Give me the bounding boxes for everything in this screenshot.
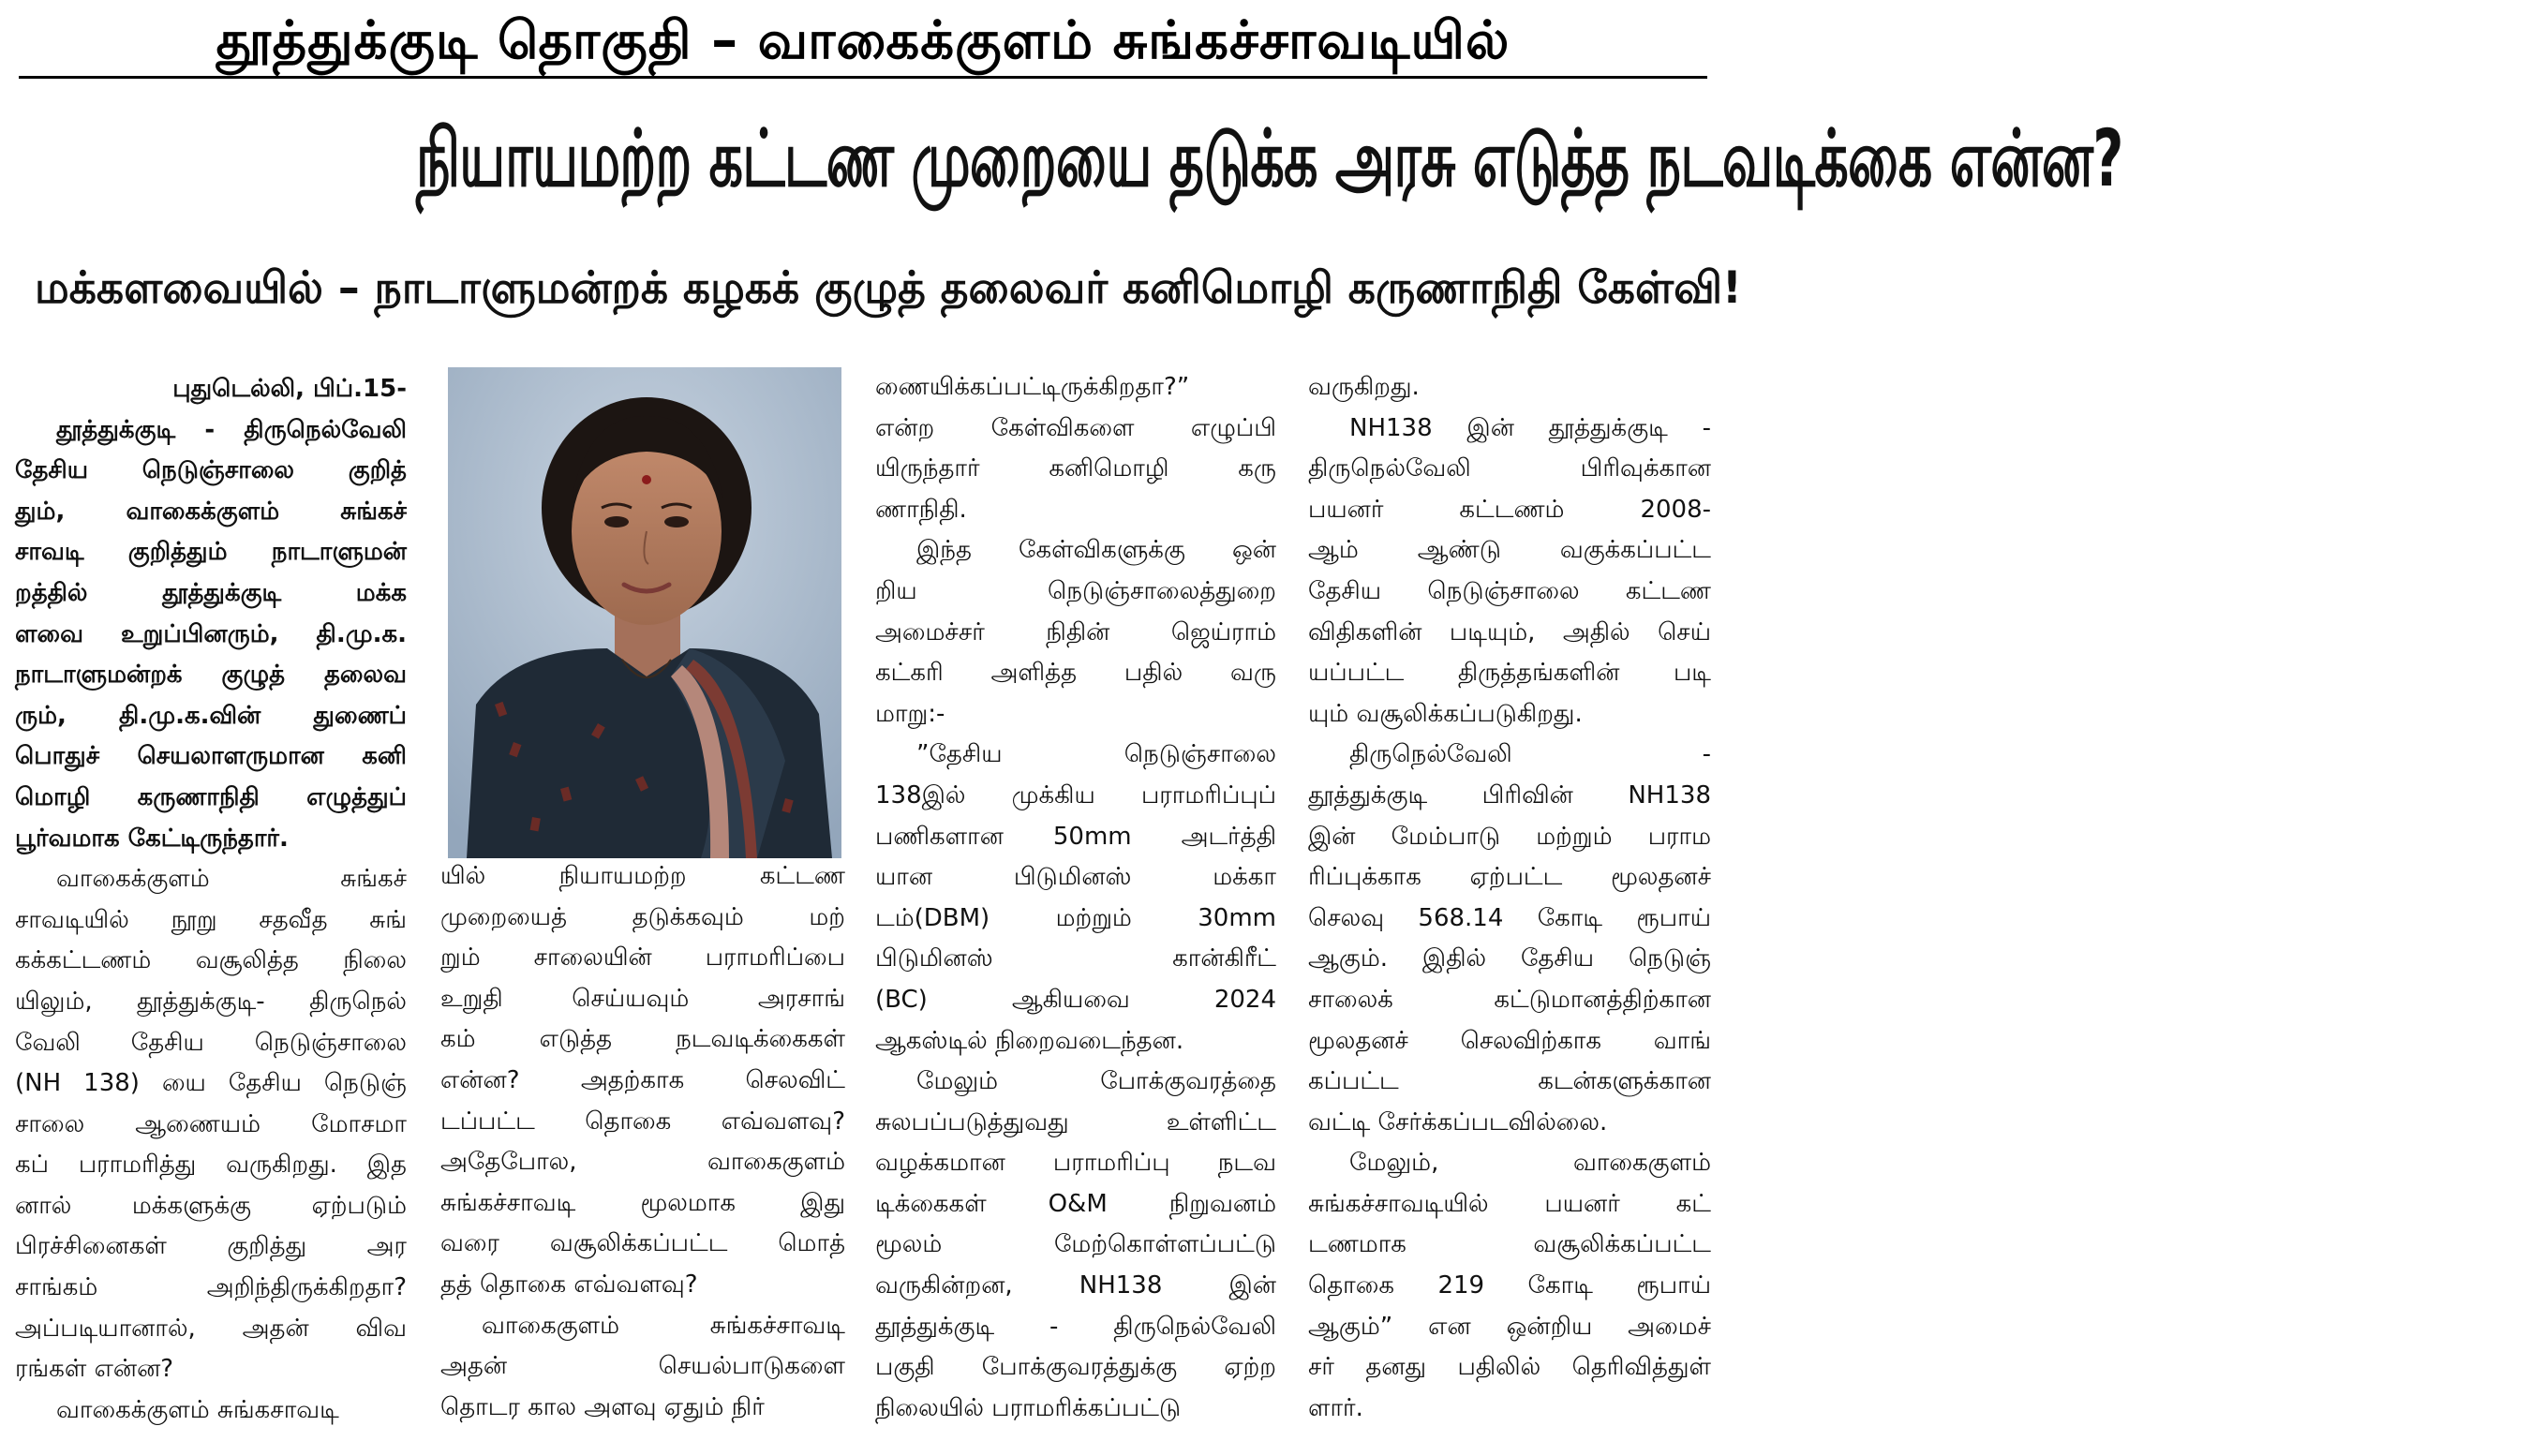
paragraph [1308,367,1711,409]
text-line: யிருந்தார் கனிமொழி கரு [875,454,1276,483]
text-line: சுலபப்படுத்துவது உள்ளிட்ட [875,1107,1276,1137]
text-line: வேலி தேசிய நெடுஞ்சாலை [15,1028,407,1057]
text-line: தூத்துக்குடி - திருநெல்வேலி [56,415,407,444]
portrait-illustration [448,367,841,858]
text-line: செலவு 568.14 கோடி ரூபாய் [1308,903,1711,932]
text-line: வாகைகுளம் சுங்கச்சாவடி [482,1311,845,1340]
text-line: பிடுமினஸ் கான்கிரீட் [875,944,1276,973]
text-line: யப்பட்ட திருத்தங்களின் படி [1308,659,1711,688]
text-line: பகுதி போக்குவரத்துக்கு ஏற்ற [875,1353,1276,1382]
text-line: சாவடி குறித்தும் நாடாளுமன் [15,538,407,567]
text-line: சுங்கச்சாவடி மூலமாக இது [440,1188,845,1217]
lead-paragraph [15,410,407,860]
paragraph [1308,735,1711,1143]
text-line: கட்கரி அளித்த பதில் வரு [875,659,1276,688]
text-line: யில் நியாயமற்ற கட்டண [440,862,845,890]
text-line: யான பிடுமினஸ் மக்கா [875,863,1276,892]
text-line: பொதுச் செயலாளருமான கனி [15,742,407,771]
text-line: மேலும், வாகைகுளம் [1349,1149,1711,1178]
text-line: NH138 இன் தூத்துக்குடி - [1349,413,1711,442]
text-line: றத்தில் தூத்துக்குடி மக்க [15,578,407,607]
text-line: ளார். [1308,1393,1363,1422]
text-line: 138இல் முக்கிய பராமரிப்புப் [875,780,1276,810]
dateline: புதுடெல்லி, பிப்.15- [172,375,407,403]
text-line: மாறு:- [875,699,945,728]
paragraph [875,530,1276,735]
text-line: (NH 138) யை தேசிய நெடுஞ் [15,1069,407,1098]
text-line: கக்கட்டணம் வசூலித்த நிலை [15,946,407,975]
text-line: பிரச்சினைகள் குறித்து அர [15,1232,407,1261]
text-line: கப் பராமரித்து வருகிறது. இத [15,1151,407,1180]
portrait-photo [448,367,841,858]
text-line: மூலதனச் செலவிற்காக வாங் [1308,1026,1711,1055]
text-line: றிய நெடுஞ்சாலைத்துறை [875,576,1276,605]
text-line: கப்பட்ட கடன்களுக்கான [1308,1067,1711,1096]
text-line: ஆகும்” என ஒன்றிய அமைச் [1308,1312,1711,1341]
paragraph [1308,1143,1711,1429]
text-line: டப்பட்ட தொகை எவ்வளவு? [440,1107,845,1136]
text-line: தூத்துக்குடி பிரிவின் NH138 [1308,780,1711,810]
text-line: பணிகளான 50mm அடர்த்தி [875,822,1276,851]
text-line: விதிகளின் படியும், அதில் செய் [1308,617,1711,646]
text-line: யும் வசூலிக்கப்படுகிறது. [1308,699,1583,728]
main-headline: நியாயமற்ற கட்டண முறையை தடுக்க அரசு எடுத்த நடவடிக்கை என்ன? [415,112,2123,204]
text-line: வரை வசூலிக்கப்பட்ட மொத் [440,1229,845,1258]
text-line: (BC) ஆகியவை 2024 [875,985,1276,1014]
text-line: அமைச்சர் நிதின் ஜெய்ராம் [875,617,1276,646]
text-line: டிக்கைகள் O&M நிறுவனம் [875,1189,1276,1218]
text-line: ஆம் ஆண்டு வகுக்கப்பட்ட [1308,536,1711,565]
text-line: வாகைக்குளம் சுங்கசாவடி [56,1395,339,1424]
text-line: ரிப்புக்காக ஏற்பட்ட மூலதனச் [1308,863,1711,892]
text-line: சாங்கம் அறிந்திருக்கிறதா? [15,1273,407,1302]
text-line: என்ன? அதற்காக செலவிட் [440,1065,845,1094]
paragraph [1308,409,1711,735]
paragraph [875,735,1276,1062]
text-line: ஆகஸ்டில் நிறைவடைந்தன. [875,1026,1184,1055]
paragraph [875,1062,1276,1429]
text-line: தேசிய நெடுஞ்சாலை குறித் [15,456,407,485]
text-line: ரங்கள் என்ன? [15,1355,174,1384]
paragraph [15,1390,407,1432]
text-line: தொகை 219 கோடி ரூபாய் [1308,1271,1711,1300]
text-line: டணமாக வசூலிக்கப்பட்ட [1308,1230,1711,1259]
text-line: ”தேசிய நெடுஞ்சாலை [916,740,1276,769]
text-line: வாகைக்குளம் சுங்கச் [56,865,407,894]
text-line: உறுதி செய்யவும் அரசாங் [440,984,845,1013]
text-line: மொழி கருணாநிதி எழுத்துப் [15,782,407,811]
text-line: சாவடியில் நூறு சதவீத சுங் [15,905,407,934]
text-line: தத் தொகை எவ்வளவு? [440,1270,698,1299]
text-line: ணையிக்கப்பட்டிருக்கிறதா?” [875,373,1190,401]
text-line: நாடாளுமன்றக் குழுத் தலைவ [15,661,407,690]
text-line: அதன் செயல்பாடுகளை [440,1352,845,1381]
paragraph [875,367,1276,530]
text-line: னால் மக்களுக்கு ஏற்படும் [15,1191,407,1220]
text-line: வருகிறது. [1308,373,1420,401]
text-line: திருநெல்வேலி - [1349,740,1711,769]
text-line: சாலை ஆணையம் மோசமா [15,1109,407,1138]
column-4 [1308,367,1711,1429]
text-line: தூத்துக்குடி - திருநெல்வேலி [875,1312,1276,1341]
text-line: ணாநிதி. [875,495,967,524]
text-line: வழக்கமான பராமரிப்பு நடவ [875,1149,1276,1178]
text-line: கம் எடுத்த நடவடிக்கைகள் [440,1025,845,1054]
text-line: ஆகும். இதில் தேசிய நெடுஞ் [1308,944,1711,973]
paragraph [440,856,845,1306]
dateline-block [15,369,407,410]
text-line: சர் தனது பதிலில் தெரிவித்துள் [1308,1353,1711,1382]
text-line: அதேபோல, வாகைகுளம் [440,1148,845,1177]
text-line: ளவை உறுப்பினரும், தி.மு.க. [15,619,407,648]
text-line: தேசிய நெடுஞ்சாலை கட்டண [1308,576,1711,605]
text-line: திருநெல்வேலி பிரிவுக்கான [1308,454,1711,483]
text-line: யிலும், தூத்துக்குடி- திருநெல் [15,987,407,1016]
text-line: றும் சாலையின் பராமரிப்பை [440,943,845,973]
paragraph [15,859,407,1390]
text-line: பூர்வமாக கேட்டிருந்தார். [15,824,289,853]
text-line: டம்(DBM) மற்றும் 30mm [875,903,1276,932]
column-2 [440,856,845,1428]
text-line: வட்டி சேர்க்கப்படவில்லை. [1308,1107,1608,1137]
text-line: சுங்கச்சாவடியில் பயனர் கட் [1308,1189,1711,1218]
text-line: இன் மேம்பாடு மற்றும் பராம [1308,822,1711,851]
text-line: தொடர கால அளவு ஏதும் நிர் [440,1392,765,1421]
column-1 [15,369,407,1431]
text-line: முறையைத் தடுக்கவும் மற் [440,902,845,931]
text-line: நிலையில் பராமரிக்கப்பட்டு [875,1393,1182,1422]
text-line: இந்த கேள்விகளுக்கு ஒன் [916,536,1276,565]
sub-headline: மக்களவையில் – நாடாளுமன்றக் கழகக் குழுத் தலைவர் கனிமொழி கருணாநிதி கேள்வி! [34,262,1742,314]
paragraph [440,1306,845,1429]
text-line: அப்படியானால், அதன் விவ [15,1314,407,1343]
text-line: பயனர் கட்டணம் 2008- [1308,495,1711,524]
text-line: மூலம் மேற்கொள்ளப்பட்டு [875,1230,1276,1259]
text-line: ரும், தி.மு.க.வின் துணைப் [15,701,407,730]
text-line: தும், வாகைக்குளம் சுங்கச் [15,497,407,526]
column-3 [875,367,1276,1429]
text-line: சாலைக் கட்டுமானத்திற்கான [1308,985,1711,1014]
text-line: என்ற கேள்விகளை எழுப்பி [875,413,1276,442]
text-line: மேலும் போக்குவரத்தை [916,1067,1276,1096]
text-line: வருகின்றன, NH138 இன் [875,1271,1276,1300]
kicker-headline: தூத்துக்குடி தொகுதி – வாகைக்குளம் சுங்கச்சாவடியில் [19,6,1707,77]
